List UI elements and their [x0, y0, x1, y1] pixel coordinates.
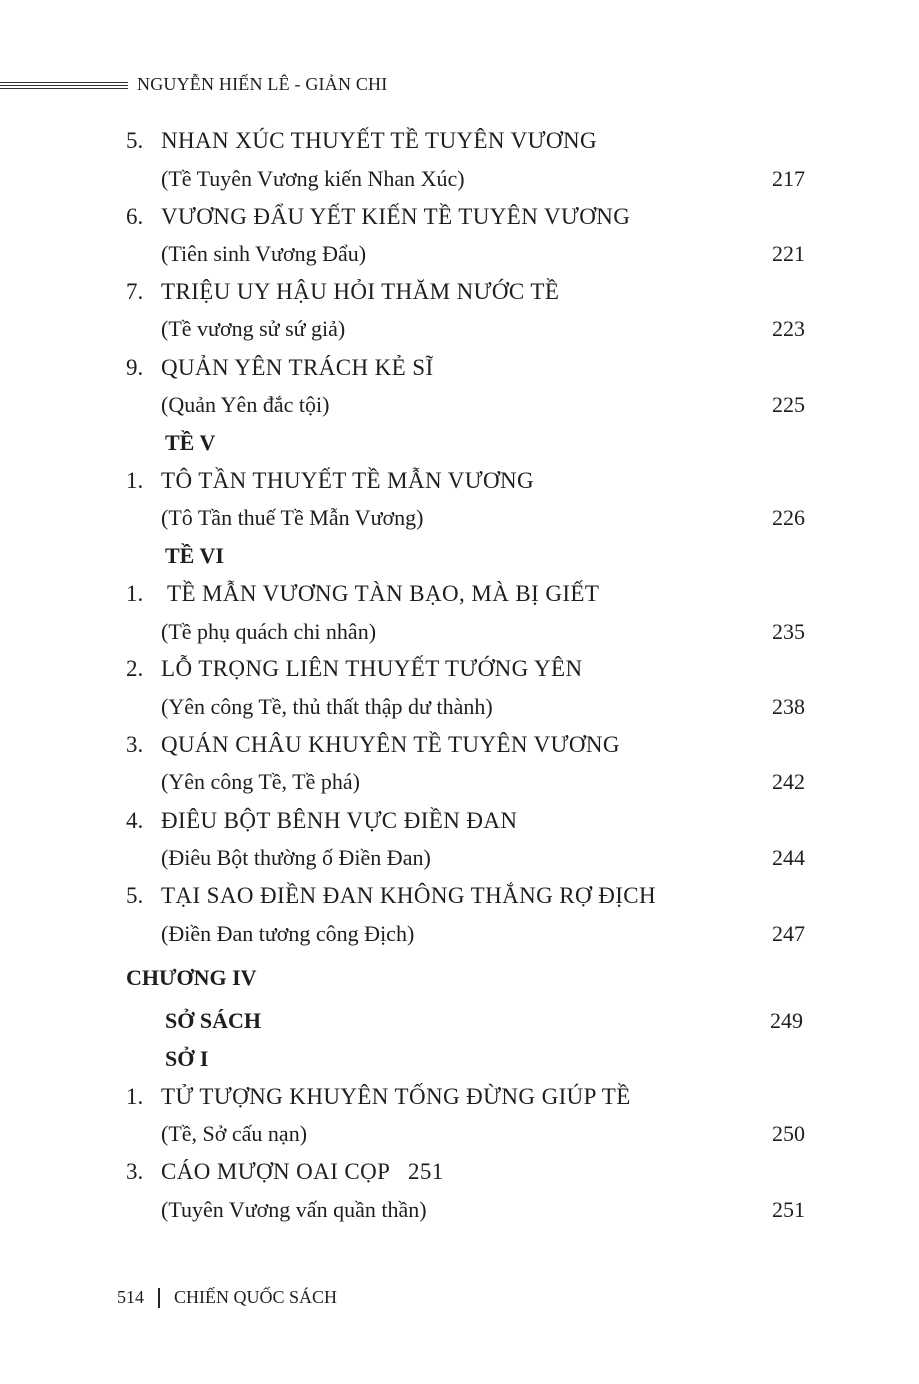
page-footer — [117, 1287, 337, 1308]
section-heading — [0, 543, 919, 573]
entry-title: VƯƠNG ĐẨU YẾT KIẾN TỀ TUYÊN VƯƠNG — [161, 204, 631, 229]
chapter-heading-label: CHƯƠNG IV — [126, 965, 257, 990]
entry-page: 251 — [772, 1197, 805, 1222]
toc-entry-title — [0, 128, 919, 158]
chapter-heading — [0, 965, 919, 995]
toc-entry-title — [0, 808, 919, 838]
entry-subtitle: (Quản Yên đắc tội) — [161, 392, 330, 417]
toc-entry-subtitle — [0, 241, 919, 271]
entry-number: 4. — [126, 808, 144, 833]
entry-page: 223 — [772, 316, 805, 341]
entry-page: 238 — [772, 694, 805, 719]
entry-subtitle: (Yên công Tề, thủ thất thập dư thành) — [161, 694, 493, 719]
toc-entry-subtitle — [0, 392, 919, 422]
toc-entry-subtitle — [0, 166, 919, 196]
toc-entry-subtitle — [0, 619, 919, 649]
entry-page: 250 — [772, 1121, 805, 1146]
entry-subtitle: (Tuyên Vương vấn quần thần) — [161, 1197, 427, 1222]
toc-entry-subtitle — [0, 505, 919, 535]
toc-entry-title — [0, 581, 919, 611]
toc-entry-title — [0, 656, 919, 686]
footer-page-number: 514 — [117, 1287, 144, 1307]
toc-entry-title — [0, 204, 919, 234]
section-heading — [0, 1008, 919, 1038]
toc-entry-subtitle — [0, 769, 919, 799]
entry-subtitle: (Tề phụ quách chi nhân) — [161, 619, 377, 644]
entry-number: 2. — [126, 656, 144, 681]
entry-page: 225 — [772, 392, 805, 417]
entry-number: 9. — [126, 355, 144, 380]
entry-title: CÁO MƯỢN OAI CỌP 251 — [161, 1159, 444, 1184]
toc-entry-subtitle — [0, 845, 919, 875]
entry-title: TỬ TƯỢNG KHUYÊN TỐNG ĐỪNG GIÚP TỀ — [161, 1084, 631, 1109]
entry-title: LỖ TRỌNG LIÊN THUYẾT TƯỚNG YÊN — [161, 656, 583, 681]
toc-entry-subtitle — [0, 694, 919, 724]
section-heading-label: TỀ V — [165, 430, 216, 455]
entry-number: 1. — [126, 581, 144, 606]
toc-entry-subtitle — [0, 921, 919, 951]
section-heading — [0, 430, 919, 460]
entry-title: TỀ MẪN VƯƠNG TÀN BẠO, MÀ BỊ GIẾT — [167, 581, 600, 606]
entry-page: 249 — [770, 1008, 803, 1033]
entry-subtitle: (Tề vương sử sứ giả) — [161, 316, 346, 341]
toc-entry-title — [0, 1159, 919, 1189]
entry-number: 6. — [126, 204, 144, 229]
footer-book-title: CHIẾN QUỐC SÁCH — [174, 1287, 338, 1307]
entry-subtitle: (Điền Đan tương công Địch) — [161, 921, 415, 946]
toc-entry-title — [0, 355, 919, 385]
toc-entry-title — [0, 732, 919, 762]
entry-page: 247 — [772, 921, 805, 946]
entry-subtitle: (Tề Tuyên Vương kiến Nhan Xúc) — [161, 166, 465, 191]
entry-title: QUẢN YÊN TRÁCH KẺ SĨ — [161, 355, 434, 380]
section-heading-label: SỞ SÁCH — [165, 1008, 261, 1033]
entry-title: TÔ TẦN THUYẾT TỀ MẪN VƯƠNG — [161, 468, 535, 493]
toc-entry-title — [0, 883, 919, 913]
entry-page: 244 — [772, 845, 805, 870]
entry-subtitle: (Tiên sinh Vương Đẩu) — [161, 241, 367, 266]
entry-page: 221 — [772, 241, 805, 266]
section-heading-label: TỀ VI — [165, 543, 224, 568]
entry-number: 1. — [126, 468, 144, 493]
entry-subtitle: (Yên công Tề, Tề phá) — [161, 769, 360, 794]
toc-entry-subtitle — [0, 1121, 919, 1151]
toc-entry-title — [0, 279, 919, 309]
entry-page: 217 — [772, 166, 805, 191]
entry-number: 5. — [126, 128, 144, 153]
entry-title: TẠI SAO ĐIỀN ĐAN KHÔNG THẮNG RỢ ĐỊCH — [161, 883, 657, 908]
entry-title: NHAN XÚC THUYẾT TỀ TUYÊN VƯƠNG — [161, 128, 597, 153]
toc-entry-subtitle — [0, 316, 919, 346]
entry-subtitle: (Điêu Bột thường ố Điền Đan) — [161, 845, 431, 870]
entry-subtitle: (Tề, Sở cấu nạn) — [161, 1121, 308, 1146]
section-heading-label: SỞ I — [165, 1046, 209, 1071]
entry-title: ĐIÊU BỘT BÊNH VỰC ĐIỀN ĐAN — [161, 808, 518, 833]
entry-title: QUÁN CHÂU KHUYÊN TỀ TUYÊN VƯƠNG — [161, 732, 620, 757]
entry-title: TRIỆU UY HẬU HỎI THĂM NƯỚC TỀ — [161, 279, 560, 304]
section-heading — [0, 1046, 919, 1076]
entry-page: 242 — [772, 769, 805, 794]
running-header-author: NGUYỄN HIẾN LÊ - GIẢN CHI — [137, 74, 388, 94]
footer-divider — [158, 1288, 160, 1308]
entry-page: 235 — [772, 619, 805, 644]
toc-entry-title — [0, 468, 919, 498]
entry-page: 226 — [772, 505, 805, 530]
toc-entry-title — [0, 1084, 919, 1114]
entry-subtitle: (Tô Tần thuế Tề Mẫn Vương) — [161, 505, 424, 530]
entry-number: 7. — [126, 279, 144, 304]
entry-number: 3. — [126, 1159, 144, 1184]
entry-number: 5. — [126, 883, 144, 908]
entry-number: 1. — [126, 1084, 144, 1109]
toc-entry-subtitle — [0, 1197, 919, 1227]
header-rule-lines — [0, 82, 128, 91]
entry-number: 3. — [126, 732, 144, 757]
